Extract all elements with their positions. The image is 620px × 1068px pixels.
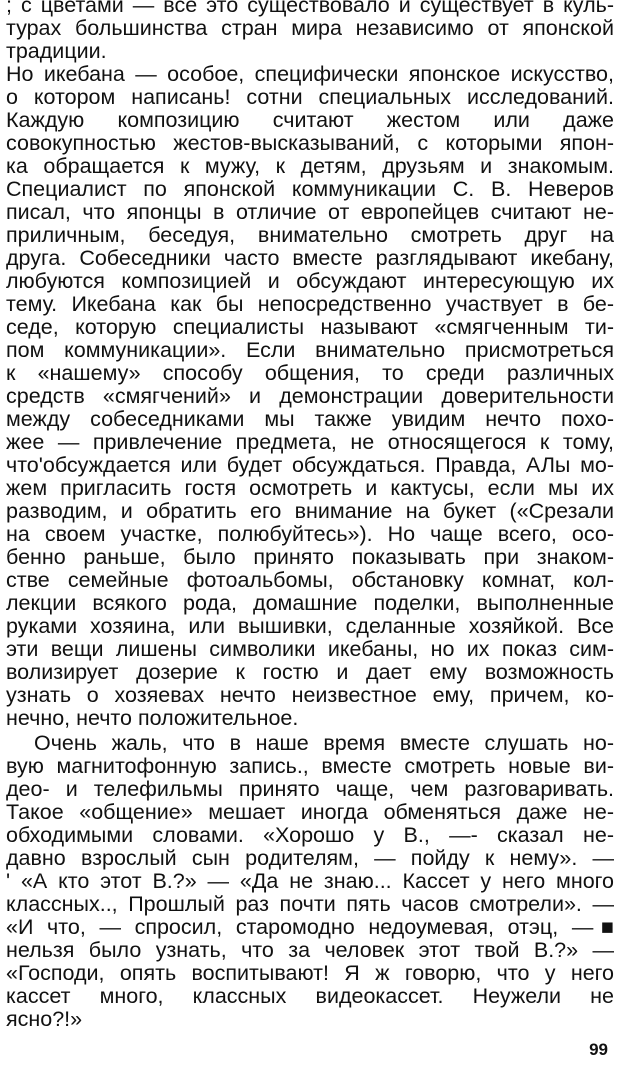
- text-line: любуются композицией и обсуждают интересующую их: [6, 269, 614, 293]
- text-line: обходимыми словами. «Хорошо у В., —- сказал не-: [6, 823, 614, 847]
- text-line: «Господи, опять воспитывают! Я ж говорю, что у него: [6, 961, 614, 985]
- text-line: традиции.: [6, 39, 107, 63]
- text-line: о котором написань! сотни специальных исследований.: [6, 85, 614, 109]
- text-line: давно взрослый сын родителям, — пойду к нему». —: [6, 846, 614, 870]
- text-line: тему. Икебана как бы непосредственно участвует в бе-: [6, 292, 614, 316]
- text-line: «И что, — спросил, старомодно недоумевая, отэц, —■: [6, 915, 614, 939]
- text-line: совокупностью жестов-высказываний, с которыми япон-: [6, 131, 614, 155]
- text-line: нечно, нечто положительное.: [6, 706, 299, 730]
- text-line: бенно раньше, было принято показывать при знаком-: [6, 545, 614, 569]
- text-line: ' «А кто этот В.?» — «Да не знаю... Кассет у него много: [6, 869, 614, 893]
- text-line: Специалист по японской коммуникации С. В. Неверов: [6, 177, 614, 201]
- text-line: жее — привлечение предмета, не относящегося к тому,: [6, 430, 614, 454]
- text-line: к «нашему» способу общения, то среди различных: [6, 361, 614, 385]
- text-line: део- и телефильмы принято чаще, чем разговаривать.: [6, 777, 614, 801]
- text-line: турах большинства стран мира независимо от японской: [6, 16, 614, 40]
- text-line: узнать о хозяевах нечто неизвестное ему, причем, ко-: [6, 683, 614, 707]
- text-line: средств «смягчений» и демонстрации доверительности: [6, 384, 614, 408]
- text-line: ; с цветами — все это существовало и существует в куль-: [6, 0, 614, 17]
- text-line: волизирует дозерие к гостю и дает ему возможность: [6, 660, 614, 684]
- text-line: между собеседниками мы также увидим нечто похо-: [6, 407, 614, 431]
- text-line: Такое «общение» мешает иногда обменяться даже не-: [6, 800, 614, 824]
- text-line: стве семейные фотоальбомы, обстановку комнат, кол-: [6, 568, 614, 592]
- text-line: жем пригласить гостя осмотреть и кактусы, если мы их: [6, 476, 614, 500]
- text-line: Каждую композицию считают жестом или даже: [6, 108, 614, 132]
- text-line: что'обсуждается или будет обсуждаться. Правда, АЛы мо-: [6, 453, 614, 477]
- text-line: писал, что японцы в отличие от европейцев считают не-: [6, 200, 614, 224]
- text-line: ясно?!»: [6, 1007, 83, 1031]
- text-line: лекции всякого рода, домашние поделки, выполненные: [6, 591, 614, 615]
- text-line: классных.., Прошлый раз почти пять часов смотрели». —: [6, 892, 614, 916]
- text-line: седе, которую специалисты называют «смягченным ти-: [6, 315, 614, 339]
- text-line: приличным, беседуя, внимательно смотреть друг на: [6, 223, 614, 247]
- page-number: 99: [589, 1040, 608, 1059]
- text-line: вую магнитофонную запись., вместе смотреть новые ви-: [6, 754, 614, 778]
- text-line: нельзя было узнать, что за человек этот твой В.?» —: [6, 938, 614, 962]
- text-line: ка обращается к мужу, к детям, друзьям и знакомым.: [6, 154, 614, 178]
- text-line: руками хозяина, или вышивки, сделанные хозяйкой. Все: [6, 614, 614, 638]
- text-line: кассет много, классных видеокассет. Неужели не: [6, 984, 614, 1008]
- text-line: эти вещи лишены символики икебаны, но их показ сим-: [6, 637, 614, 661]
- text-line: пом коммуникации». Если внимательно присмотреться: [6, 338, 614, 362]
- paragraph-first-line: Очень жаль, что в наше время вместе слушать но-: [34, 731, 614, 755]
- text-line: разводим, и обратить его внимание на букет («Срезали: [6, 499, 614, 523]
- text-line: Но икебана — особое, специфически японское искусство,: [6, 62, 614, 86]
- text-line: на своем участке, полюбуйтесь»). Но чаще всего, осо-: [6, 522, 614, 546]
- text-line: друга. Собеседники часто вместе разглядывают икебану,: [6, 246, 614, 270]
